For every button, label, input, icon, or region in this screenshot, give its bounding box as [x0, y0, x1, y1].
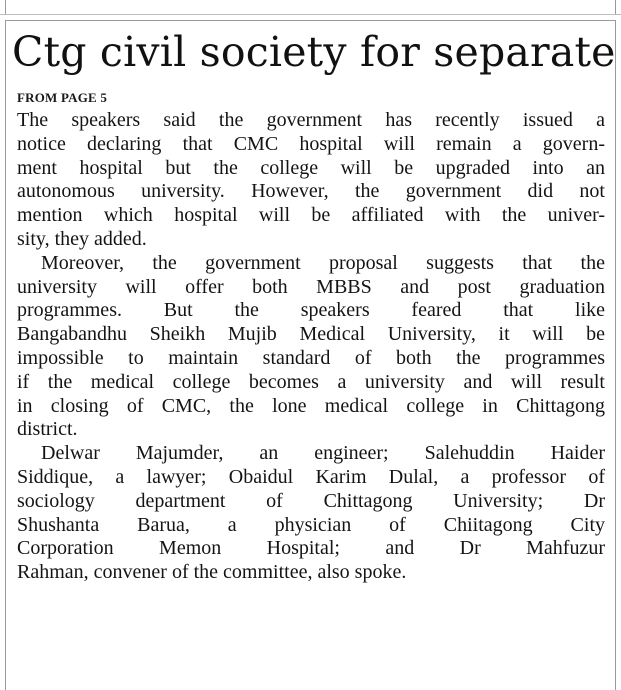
body-line: notice declaring that CMC hospital will remain a govern- [17, 132, 605, 155]
clipping-top-edge [0, 0, 621, 15]
body-line: programmes. But the speakers feared that like [17, 299, 605, 322]
body-line: university will offer both MBBS and post graduation [17, 275, 605, 298]
body-line: Delwar Majumder, an engineer; Salehuddin Haider [41, 442, 605, 465]
body-line: Siddique, a lawyer; Obaidul Karim Dulal, a professor of [17, 465, 605, 488]
body-line: district. [17, 418, 78, 441]
body-line: sociology department of Chittagong University; Dr [17, 489, 605, 512]
body-line: Corporation Memon Hospital; and Dr Mahfuzur [17, 537, 605, 560]
headline: Ctg civil society for separate [12, 28, 616, 76]
column-rule-right [615, 0, 616, 14]
body-line: Moreover, the government proposal suggests that the [41, 251, 605, 274]
body-line: Rahman, convener of the committee, also spoke. [17, 561, 407, 584]
column-rule-left [5, 0, 6, 14]
body-line: Shushanta Barua, a physician of Chiitagong City [17, 513, 605, 536]
article-body [17, 109, 605, 585]
body-line: The speakers said the government has recently issued a [17, 109, 605, 131]
body-line: if the medical college becomes a university and will result [17, 370, 605, 393]
body-line: mention which hospital will be affiliated with the univer- [17, 204, 605, 227]
jump-line: FROM PAGE 5 [17, 90, 108, 105]
body-line: in closing of CMC, the lone medical college in Chittagong [17, 394, 605, 417]
body-line: ment hospital but the college will be upgraded into an [17, 156, 605, 179]
body-line: autonomous university. However, the government did not [17, 180, 605, 203]
body-line: sity, they added. [17, 227, 147, 250]
body-line: impossible to maintain standard of both the programmes [17, 346, 605, 369]
body-line: Bangabandhu Sheikh Mujib Medical University, it will be [17, 323, 605, 346]
